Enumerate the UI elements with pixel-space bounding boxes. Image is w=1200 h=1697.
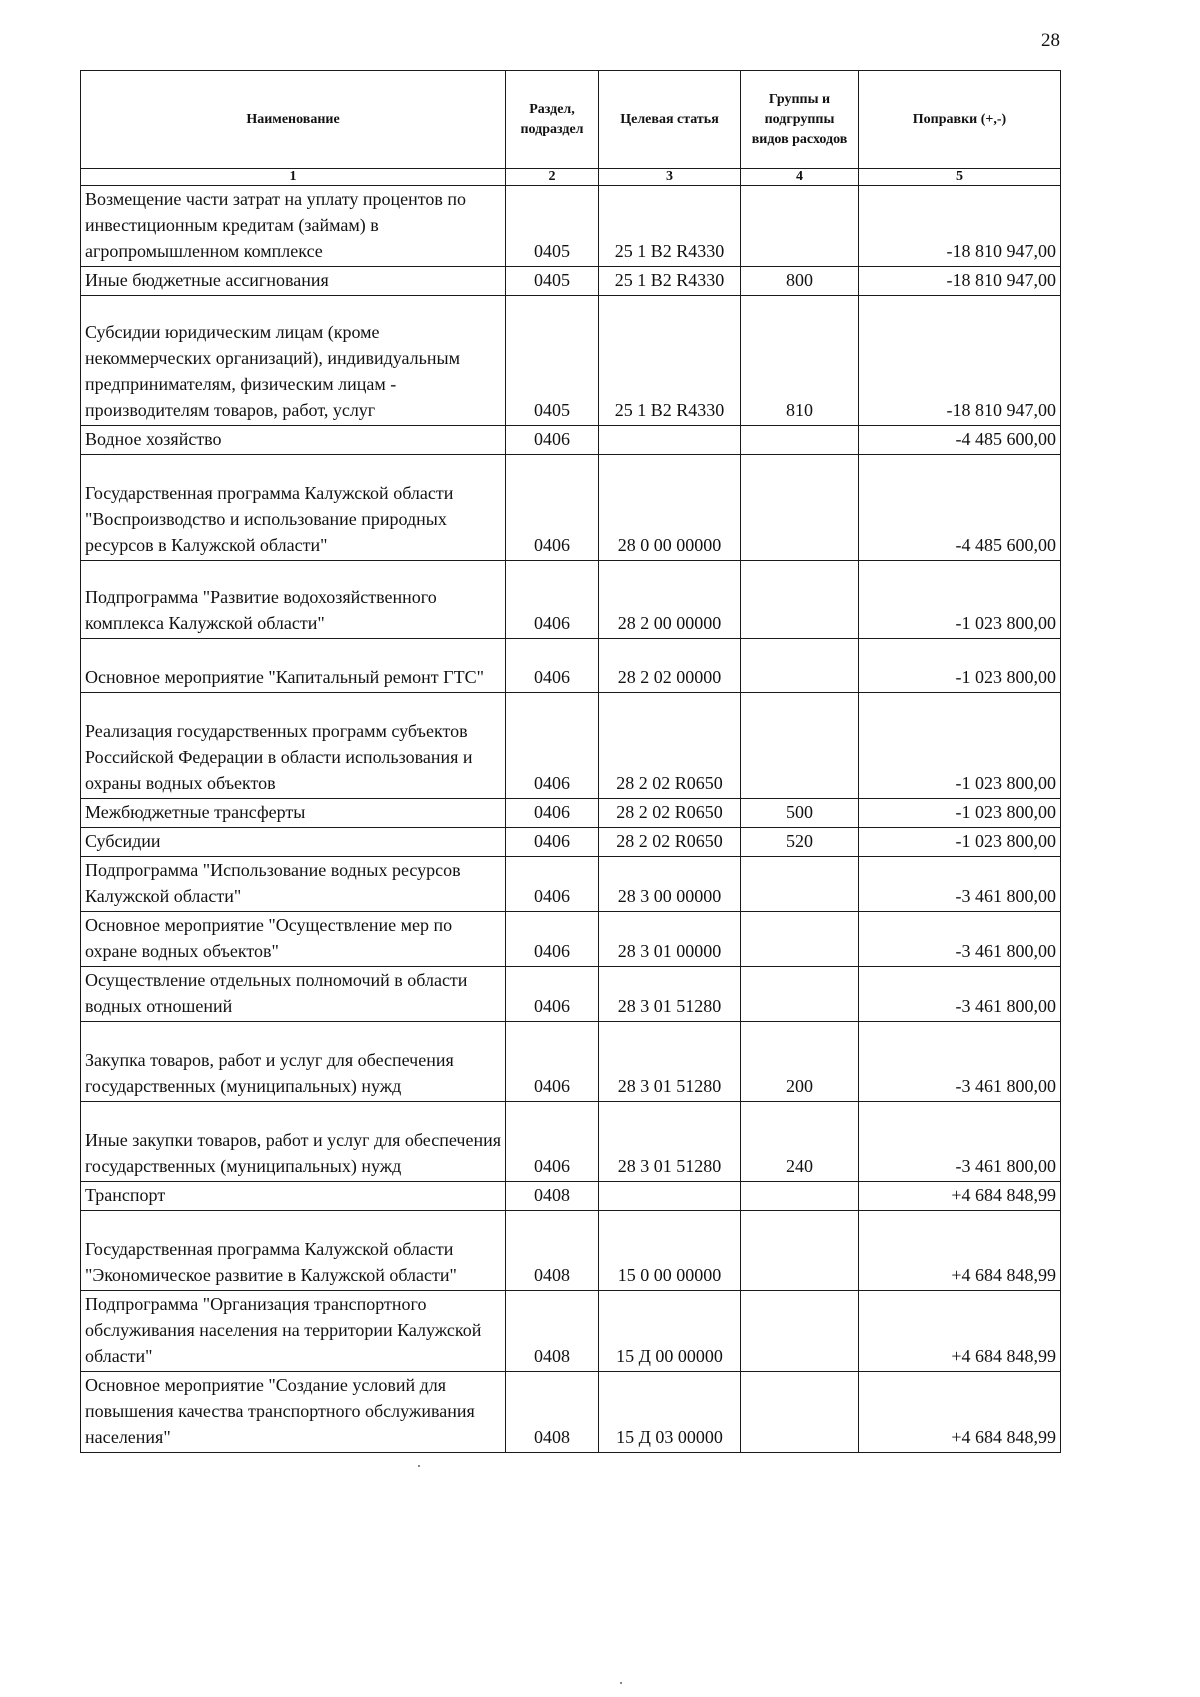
row-section: 0406	[506, 455, 599, 561]
row-article: 28 0 00 00000	[599, 455, 741, 561]
table-row	[81, 912, 1061, 967]
row-group: 810	[741, 296, 859, 426]
row-article: 28 3 00 00000	[599, 857, 741, 912]
table-row	[81, 1291, 1061, 1372]
row-amount: -3 461 800,00	[859, 1022, 1061, 1102]
scan-dot	[418, 1465, 420, 1467]
row-amount: +4 684 848,99	[859, 1372, 1061, 1453]
row-group	[741, 1182, 859, 1211]
row-name: Иные закупки товаров, работ и услуг для обеспечения государственных (муниципальных) нужд	[81, 1102, 506, 1182]
header-amount: Поправки (+,-)	[859, 71, 1061, 169]
table-row	[81, 639, 1061, 693]
row-amount: -4 485 600,00	[859, 455, 1061, 561]
table-row	[81, 296, 1061, 426]
header-article: Целевая статья	[599, 71, 741, 169]
row-article: 28 2 02 R0650	[599, 828, 741, 857]
row-group	[741, 426, 859, 455]
row-article: 15 Д 00 00000	[599, 1291, 741, 1372]
row-amount: +4 684 848,99	[859, 1211, 1061, 1291]
row-section: 0406	[506, 639, 599, 693]
table-row	[81, 455, 1061, 561]
row-article: 28 2 02 R0650	[599, 693, 741, 799]
row-amount: -3 461 800,00	[859, 857, 1061, 912]
row-article: 15 Д 03 00000	[599, 1372, 741, 1453]
row-name: Основное мероприятие "Капитальный ремонт ГТС"	[81, 639, 506, 693]
page-number: 28	[1041, 30, 1060, 51]
column-number: 1	[81, 169, 506, 186]
row-amount: -3 461 800,00	[859, 1102, 1061, 1182]
row-amount: -3 461 800,00	[859, 967, 1061, 1022]
row-name: Реализация государственных программ субъектов Российской Федерации в области использования и охраны водных объектов	[81, 693, 506, 799]
row-group: 200	[741, 1022, 859, 1102]
table-row	[81, 799, 1061, 828]
table-row	[81, 1372, 1061, 1453]
row-name: Государственная программа Калужской области "Воспроизводство и использование природных ресурсов в Калужской области"	[81, 455, 506, 561]
row-section: 0406	[506, 561, 599, 639]
row-section: 0406	[506, 426, 599, 455]
row-group	[741, 639, 859, 693]
row-name: Осуществление отдельных полномочий в области водных отношений	[81, 967, 506, 1022]
row-section: 0406	[506, 693, 599, 799]
table-row	[81, 967, 1061, 1022]
row-amount: -3 461 800,00	[859, 912, 1061, 967]
row-article	[599, 1182, 741, 1211]
row-group	[741, 693, 859, 799]
row-article: 28 2 00 00000	[599, 561, 741, 639]
table-row	[81, 1102, 1061, 1182]
row-name: Основное мероприятие "Создание условий для повышения качества транспортного обслуживания населения"	[81, 1372, 506, 1453]
row-section: 0406	[506, 967, 599, 1022]
row-article: 28 2 02 00000	[599, 639, 741, 693]
row-section: 0408	[506, 1211, 599, 1291]
row-amount: +4 684 848,99	[859, 1291, 1061, 1372]
row-name: Возмещение части затрат на уплату процентов по инвестиционным кредитам (займам) в агропромышленном комплексе	[81, 186, 506, 267]
row-article: 25 1 В2 R4330	[599, 267, 741, 296]
row-article: 28 2 02 R0650	[599, 799, 741, 828]
row-section: 0408	[506, 1291, 599, 1372]
row-name: Субсидии	[81, 828, 506, 857]
row-article: 25 1 В2 R4330	[599, 186, 741, 267]
row-group: 800	[741, 267, 859, 296]
table-row	[81, 1182, 1061, 1211]
row-group	[741, 857, 859, 912]
column-number: 2	[506, 169, 599, 186]
table-row	[81, 267, 1061, 296]
row-group: 520	[741, 828, 859, 857]
row-group: 500	[741, 799, 859, 828]
table-row	[81, 426, 1061, 455]
row-section: 0406	[506, 799, 599, 828]
row-group	[741, 455, 859, 561]
row-group	[741, 912, 859, 967]
row-group	[741, 1372, 859, 1453]
table-row	[81, 693, 1061, 799]
row-article	[599, 426, 741, 455]
column-number: 3	[599, 169, 741, 186]
row-section: 0406	[506, 828, 599, 857]
header-section: Раздел, подраздел	[506, 71, 599, 169]
row-amount: +4 684 848,99	[859, 1182, 1061, 1211]
row-section: 0408	[506, 1372, 599, 1453]
row-section: 0405	[506, 267, 599, 296]
row-group	[741, 1211, 859, 1291]
row-amount: -1 023 800,00	[859, 639, 1061, 693]
row-group	[741, 967, 859, 1022]
header-name: Наименование	[81, 71, 506, 169]
table-row	[81, 1022, 1061, 1102]
row-amount: -18 810 947,00	[859, 267, 1061, 296]
row-name: Иные бюджетные ассигнования	[81, 267, 506, 296]
row-article: 28 3 01 51280	[599, 1022, 741, 1102]
column-number: 5	[859, 169, 1061, 186]
row-article: 28 3 01 51280	[599, 1102, 741, 1182]
row-name: Государственная программа Калужской области "Экономическое развитие в Калужской области"	[81, 1211, 506, 1291]
row-section: 0406	[506, 857, 599, 912]
row-section: 0405	[506, 186, 599, 267]
row-amount: -1 023 800,00	[859, 693, 1061, 799]
table-row	[81, 561, 1061, 639]
row-name: Транспорт	[81, 1182, 506, 1211]
budget-amendments-table	[80, 70, 1061, 1453]
table-row	[81, 1211, 1061, 1291]
row-article: 28 3 01 51280	[599, 967, 741, 1022]
row-section: 0405	[506, 296, 599, 426]
row-section: 0408	[506, 1182, 599, 1211]
row-name: Межбюджетные трансферты	[81, 799, 506, 828]
table-header-row	[81, 71, 1061, 169]
row-group	[741, 561, 859, 639]
row-amount: -1 023 800,00	[859, 561, 1061, 639]
row-name: Подпрограмма "Использование водных ресурсов Калужской области"	[81, 857, 506, 912]
row-name: Закупка товаров, работ и услуг для обеспечения государственных (муниципальных) нужд	[81, 1022, 506, 1102]
row-amount: -4 485 600,00	[859, 426, 1061, 455]
row-name: Водное хозяйство	[81, 426, 506, 455]
row-group: 240	[741, 1102, 859, 1182]
column-number: 4	[741, 169, 859, 186]
row-name: Подпрограмма "Организация транспортного обслуживания населения на территории Калужской области"	[81, 1291, 506, 1372]
row-article: 28 3 01 00000	[599, 912, 741, 967]
row-group	[741, 186, 859, 267]
row-article: 25 1 В2 R4330	[599, 296, 741, 426]
row-amount: -1 023 800,00	[859, 828, 1061, 857]
row-section: 0406	[506, 912, 599, 967]
table-row	[81, 857, 1061, 912]
row-group	[741, 1291, 859, 1372]
row-amount: -1 023 800,00	[859, 799, 1061, 828]
column-number-row	[81, 169, 1061, 186]
row-amount: -18 810 947,00	[859, 186, 1061, 267]
row-name: Подпрограмма "Развитие водохозяйственного комплекса Калужской области"	[81, 561, 506, 639]
table-row	[81, 186, 1061, 267]
row-section: 0406	[506, 1102, 599, 1182]
header-group: Группы и подгруппы видов расходов	[741, 71, 859, 169]
row-name: Субсидии юридическим лицам (кроме некоммерческих организаций), индивидуальным предпринимателям, физическим лицам - производителям товаров, работ, услуг	[81, 296, 506, 426]
row-name: Основное мероприятие "Осуществление мер по охране водных объектов"	[81, 912, 506, 967]
row-article: 15 0 00 00000	[599, 1211, 741, 1291]
row-section: 0406	[506, 1022, 599, 1102]
row-amount: -18 810 947,00	[859, 296, 1061, 426]
table-row	[81, 828, 1061, 857]
scan-dot	[620, 1682, 622, 1684]
